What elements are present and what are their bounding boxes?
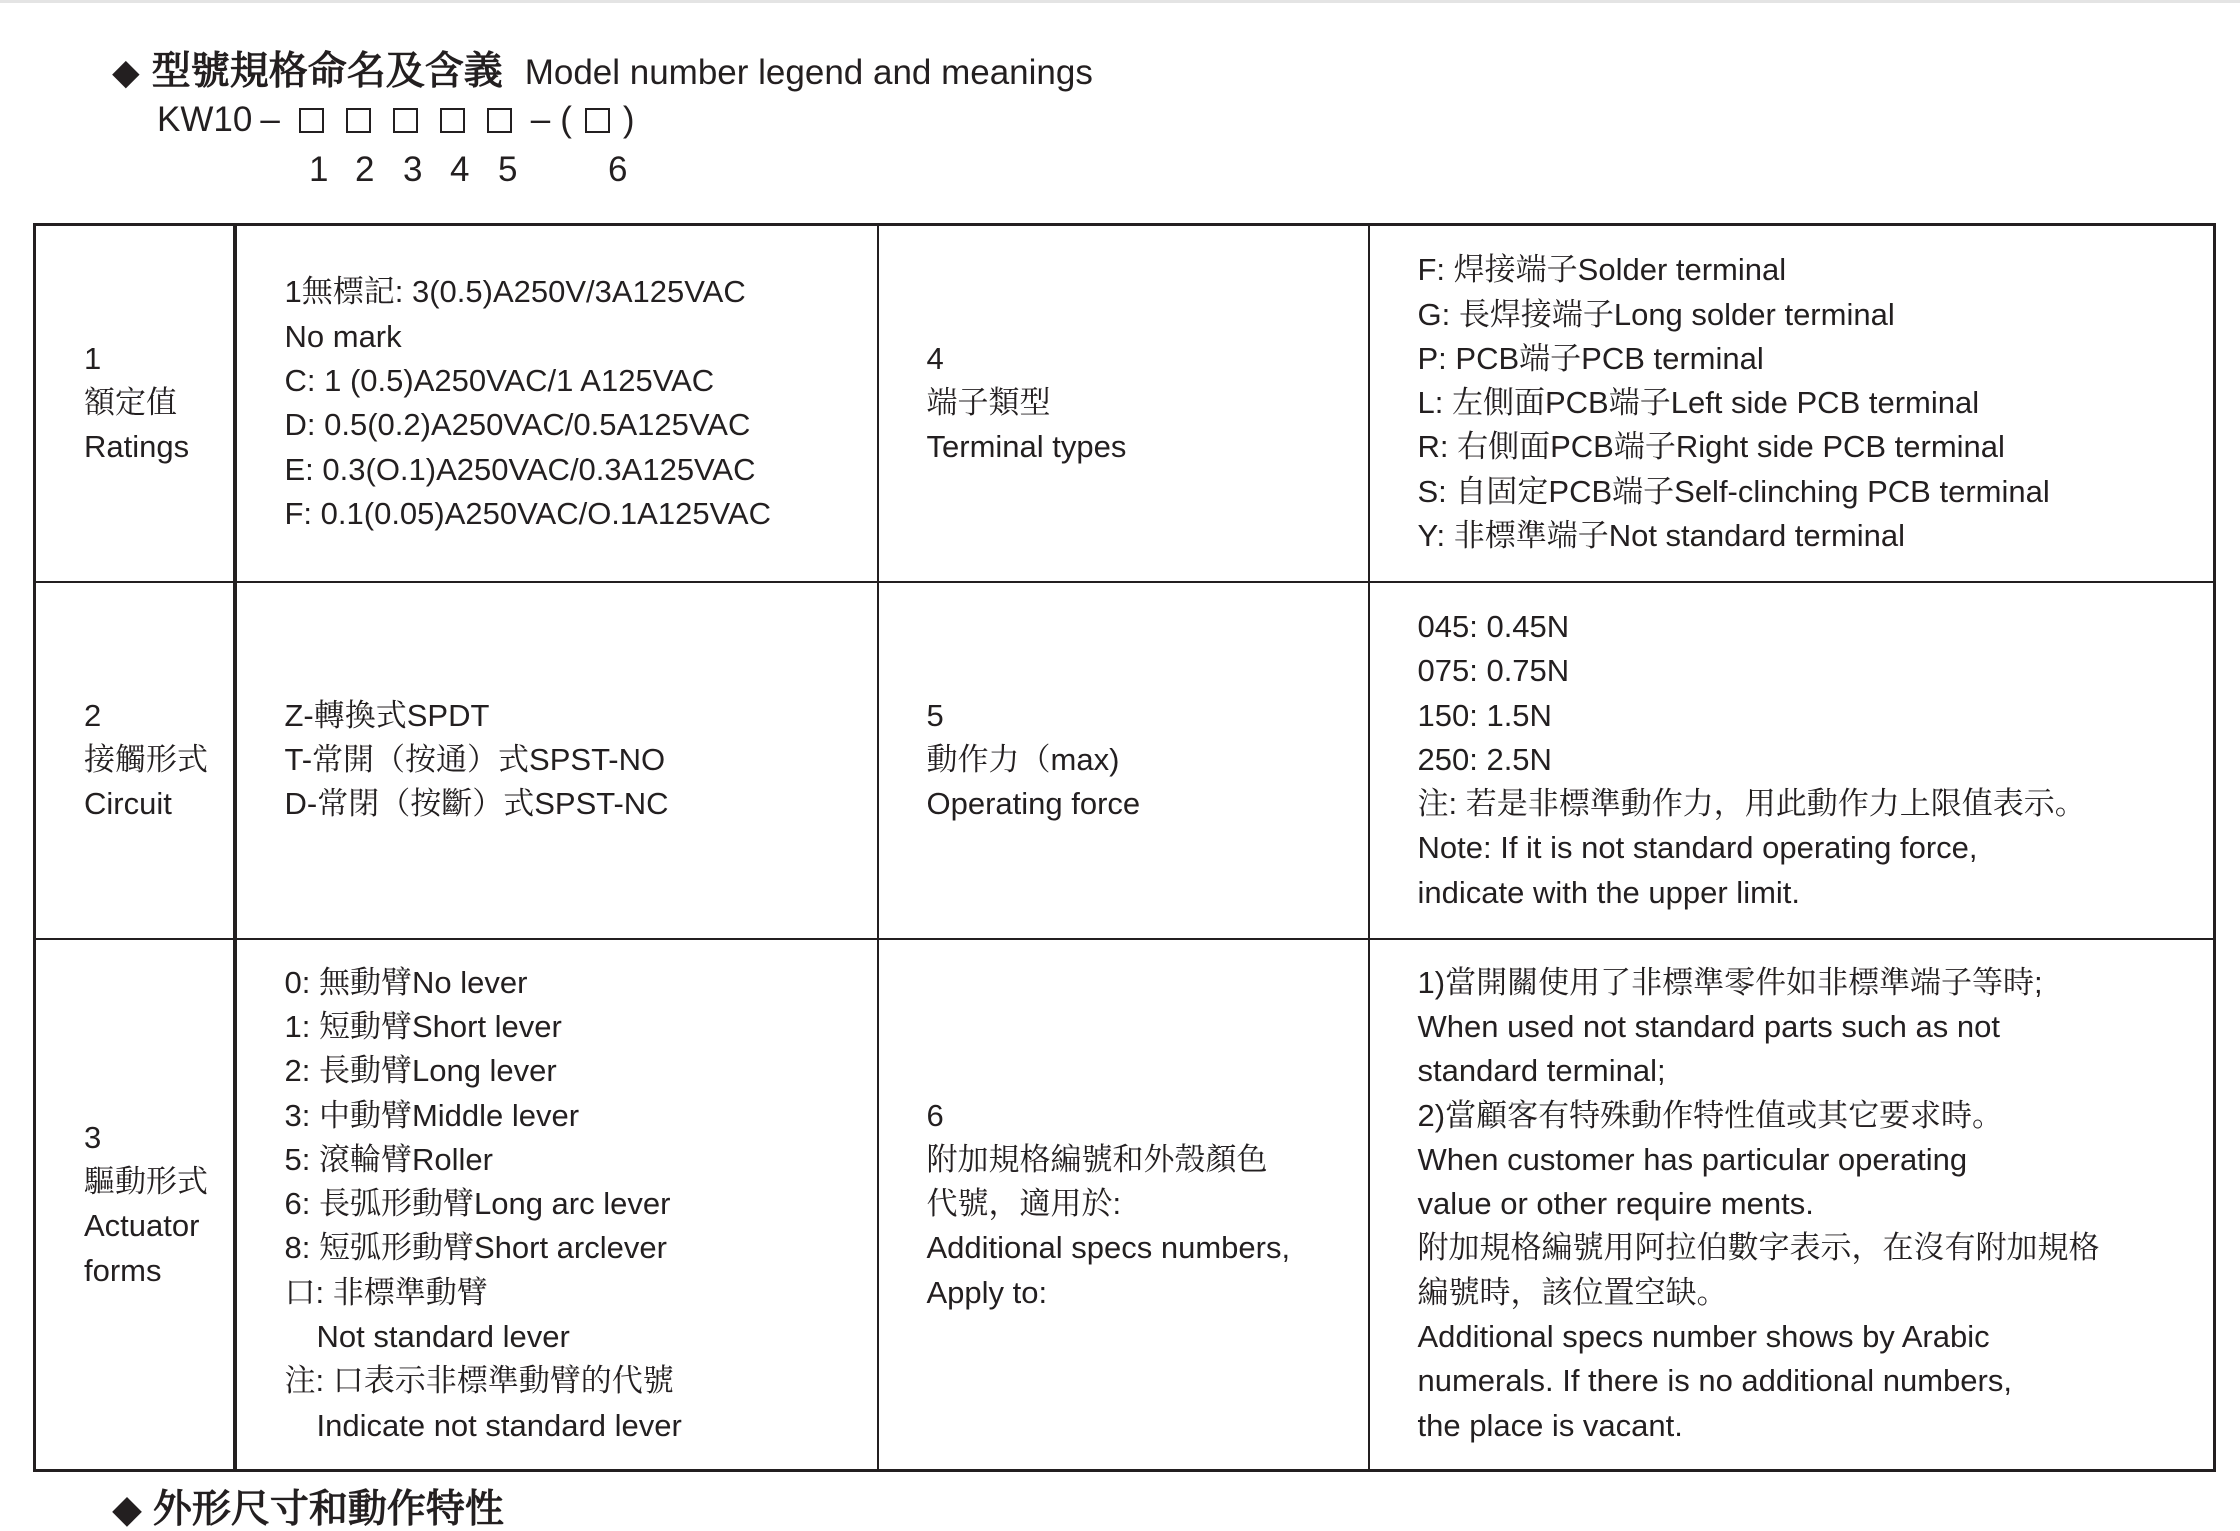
- ratings-values: 1無標記: 3(0.5)A250V/3A125VAC No mark C: 1 (0.5)A250VAC/1 A125VAC D: 0.5(0.2)A250VAC/0.5A125VAC E: 0.3(O.1)A250VAC/0.3A125VAC F: 0.1(0.05)A250VAC/O.1A125VAC: [235, 225, 878, 582]
- model-dash: –: [530, 100, 551, 139]
- section-heading: [112, 40, 1093, 96]
- next-section-heading: ◆ 外形尺寸和動作特性: [112, 1488, 504, 1531]
- heading-title-en: Model number legend and meanings: [524, 53, 1093, 92]
- model-slot-box: [393, 108, 418, 133]
- top-rule: [0, 0, 2240, 3]
- table-row: [35, 582, 2215, 939]
- actuator-forms-values: 0: 無動臂No lever 1: 短動臂Short lever 2: 長動臂Long lever 3: 中動臂Middle lever 5: 滾輪臂Roller 6: 長弧形動臂Long arc lever 8: 短弧形動臂Short arclever 口: 非標準動臂 Not standard lever 注: 口表示非標準動臂的代號 Indicate not standard lever: [235, 939, 878, 1471]
- table-row: [35, 939, 2215, 1471]
- position-number: 5: [498, 150, 518, 189]
- row-label-terminal-types: 4 端子類型 Terminal types: [878, 225, 1369, 582]
- model-slot-box: [299, 108, 324, 133]
- legend-table: [33, 223, 2216, 1472]
- model-number-pattern: [157, 100, 637, 140]
- model-close-paren: ): [622, 100, 635, 139]
- model-prefix: KW10: [157, 100, 253, 139]
- operating-force-values: 045: 0.45N 075: 0.75N 150: 1.5N 250: 2.5N 注: 若是非標準動作力，用此動作力上限值表示。 Note: If it is not standard operating force, indicate with the upper limit.: [1369, 582, 2215, 939]
- row-label-ratings: 1 額定值 Ratings: [35, 225, 235, 582]
- heading-title-zh: 型號規格命名及含義: [151, 50, 503, 93]
- row-label-actuator-forms: 3 驅動形式 Actuator forms: [35, 939, 235, 1471]
- position-number: 1: [309, 150, 329, 189]
- model-slot-box: [585, 108, 610, 133]
- diamond-bullet-icon: ◆: [112, 51, 140, 92]
- additional-specs-values: 1)當開關使用了非標準零件如非標準端子等時; When used not standard parts such as not standard terminal; 2)當顧客有特殊動作特性值或其它要求時。 When customer has particular operating value or other require ments. 附加規格編號用阿拉伯數字表示，在沒有附加規格 編號時，該位置空缺。 Additional specs number shows by Arabic numerals. If there is no additional numbers, the place is vacant.: [1369, 939, 2215, 1471]
- position-number: 6: [608, 150, 628, 189]
- row-label-operating-force: 5 動作力（max) Operating force: [878, 582, 1369, 939]
- model-dash: –: [260, 100, 280, 139]
- position-number: 2: [355, 150, 375, 189]
- model-open-paren: (: [560, 100, 572, 139]
- row-label-circuit: 2 接觸形式 Circuit: [35, 582, 235, 939]
- model-slot-box: [440, 108, 465, 133]
- terminal-types-values: F: 焊接端子Solder terminal G: 長焊接端子Long solder terminal P: PCB端子PCB terminal L: 左側面PCB端子Left side PCB terminal R: 右側面PCB端子Right side PCB terminal S: 自固定PCB端子Self-clinching PCB terminal Y: 非標準端子Not standard terminal: [1369, 225, 2215, 582]
- position-number: 4: [450, 150, 470, 189]
- model-slot-box: [487, 108, 512, 133]
- position-number: 3: [403, 150, 423, 189]
- table-row: [35, 225, 2215, 582]
- model-slot-box: [346, 108, 371, 133]
- circuit-values: Z-轉換式SPDT T-常開（按通）式SPST-NO D-常閉（按斷）式SPST-NC: [235, 582, 878, 939]
- row-label-additional-specs: 6 附加規格編號和外殼顏色 代號，適用於: Additional specs numbers, Apply to:: [878, 939, 1369, 1471]
